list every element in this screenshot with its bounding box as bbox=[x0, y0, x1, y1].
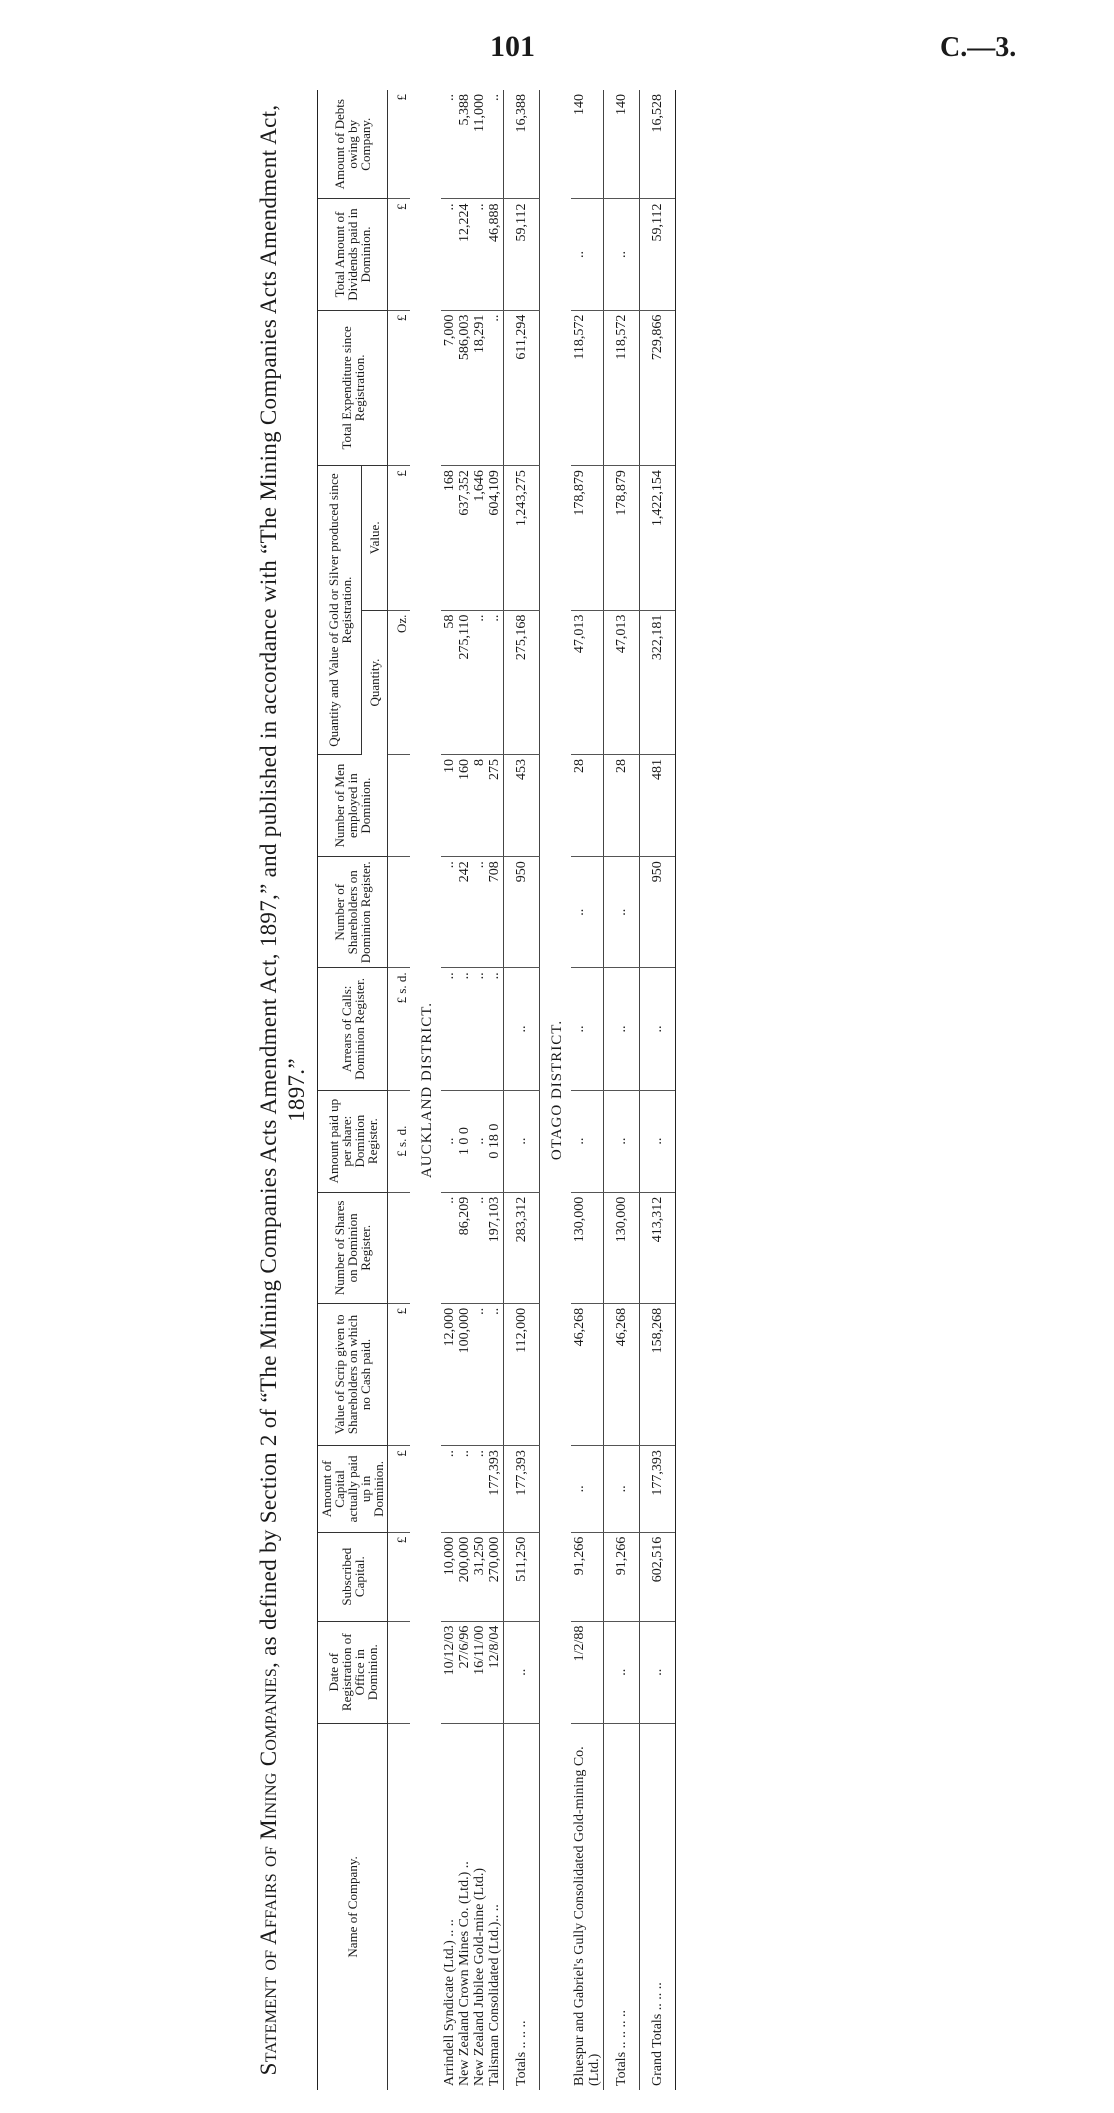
totals-expenditure: 611,294 bbox=[504, 310, 540, 466]
header-arrears: Arrears of Calls: Dominion Register. bbox=[318, 968, 388, 1090]
header-paid-up: Amount of Capital actually paid up in Dominion. bbox=[318, 1446, 388, 1533]
unit-amount-paid: £ s. d. bbox=[388, 1090, 411, 1192]
auckland-dividends: .. 12,224 .. 46,888 bbox=[441, 199, 504, 310]
auckland-arrears: .. .. .. .. bbox=[441, 968, 504, 1090]
unit-debts: £ bbox=[388, 90, 411, 199]
totals-expenditure: 118,572 bbox=[604, 310, 640, 466]
grand-totals-quantity: 322,181 bbox=[640, 610, 676, 754]
unit-expenditure: £ bbox=[388, 310, 411, 466]
grand-totals-date: .. bbox=[640, 1621, 676, 1723]
unit-paid-up: £ bbox=[388, 1446, 411, 1533]
totals-paid-up: .. bbox=[604, 1446, 640, 1533]
header-amount-paid: Amount paid up per share: Dominion Register. bbox=[318, 1090, 388, 1192]
totals-shareholders: .. bbox=[604, 857, 640, 968]
title-statement: Statement of Affairs of Mining Companies, bbox=[256, 1661, 281, 2076]
mining-companies-table bbox=[317, 90, 676, 2090]
auckland-scrip: 12,000 100,000 .. .. bbox=[441, 1303, 504, 1445]
totals-dividends: 59,112 bbox=[504, 199, 540, 310]
rotated-statement-page bbox=[255, 90, 1114, 2090]
table-row bbox=[441, 90, 504, 2090]
auckland-paid-up: .. .. .. 177,393 bbox=[441, 1446, 504, 1533]
unit-dividends: £ bbox=[388, 199, 411, 310]
totals-dividends: .. bbox=[604, 199, 640, 310]
grand-totals-shareholders: 950 bbox=[640, 857, 676, 968]
totals-men: 453 bbox=[504, 755, 540, 857]
totals-label: Totals .. .. .. .. bbox=[604, 1723, 640, 2090]
unit-subscribed: £ bbox=[388, 1532, 411, 1621]
totals-arrears: .. bbox=[504, 968, 540, 1090]
header-quantity: Quantity. bbox=[362, 610, 388, 754]
units-row bbox=[388, 90, 411, 2090]
otago-quantity: 47,013 bbox=[571, 610, 604, 754]
header-shareholders: Number of Shareholders on Dominion Register. bbox=[318, 857, 388, 968]
totals-date: .. bbox=[504, 1621, 540, 1723]
totals-debts: 140 bbox=[604, 90, 640, 199]
auckland-shares: .. 86,209 .. 197,103 bbox=[441, 1192, 504, 1303]
otago-amount-paid: .. bbox=[571, 1090, 604, 1192]
grand-totals-scrip: 158,268 bbox=[640, 1303, 676, 1445]
grand-totals-value: 1,422,154 bbox=[640, 466, 676, 610]
header-debts: Amount of Debts owing by Company. bbox=[318, 90, 388, 199]
totals-quantity: 47,013 bbox=[604, 610, 640, 754]
header-gold-group: Quantity and Value of Gold or Silver produced since Registration. bbox=[318, 466, 362, 755]
otago-men: 28 bbox=[571, 755, 604, 857]
totals-arrears: .. bbox=[604, 968, 640, 1090]
auckland-label: AUCKLAND DISTRICT. bbox=[419, 1001, 435, 1179]
auckland-men: 10 160 8 275 bbox=[441, 755, 504, 857]
totals-men: 28 bbox=[604, 755, 640, 857]
grand-totals-row bbox=[640, 90, 676, 2090]
totals-value: 1,243,275 bbox=[504, 466, 540, 610]
totals-date: .. bbox=[604, 1621, 640, 1723]
totals-paid-up: 177,393 bbox=[504, 1446, 540, 1533]
header-name: Name of Company. bbox=[318, 1723, 388, 2090]
auckland-dates: 10/12/03 27/6/96 16/11/00 12/8/04 bbox=[441, 1621, 504, 1723]
otago-date: 1/2/88 bbox=[571, 1621, 604, 1723]
auckland-expenditure: 7,000 586,003 18,291 .. bbox=[441, 310, 504, 466]
grand-totals-arrears: .. bbox=[640, 968, 676, 1090]
grand-totals-subscribed: 602,516 bbox=[640, 1532, 676, 1621]
header-row bbox=[318, 90, 362, 2090]
header-dividends: Total Amount of Dividends paid in Dominion. bbox=[318, 199, 388, 310]
auckland-shareholders: .. 242 .. 708 bbox=[441, 857, 504, 968]
totals-shareholders: 950 bbox=[504, 857, 540, 968]
auckland-amount-paid: .. 1 0 0 .. 0 18 0 bbox=[441, 1090, 504, 1192]
totals-subscribed: 511,250 bbox=[504, 1532, 540, 1621]
statement-title bbox=[255, 90, 311, 2090]
document-reference: C.—3. bbox=[940, 32, 1017, 63]
otago-debts: 140 bbox=[571, 90, 604, 199]
header-value: Value. bbox=[362, 466, 388, 610]
otago-expenditure: 118,572 bbox=[571, 310, 604, 466]
totals-amount-paid: .. bbox=[604, 1090, 640, 1192]
page-number: 101 bbox=[490, 30, 535, 63]
totals-label: Totals .. .. .. bbox=[504, 1723, 540, 2090]
unit-arrears: £ s. d. bbox=[388, 968, 411, 1090]
header-men: Number of Men employed in Dominion. bbox=[318, 755, 388, 857]
auckland-totals-row bbox=[504, 90, 540, 2090]
unit-scrip: £ bbox=[388, 1303, 411, 1445]
totals-value: 178,879 bbox=[604, 466, 640, 610]
otago-shareholders: .. bbox=[571, 857, 604, 968]
auckland-quantity: 58 275,110 .. .. bbox=[441, 610, 504, 754]
otago-scrip: 46,268 bbox=[571, 1303, 604, 1445]
district-heading-auckland bbox=[410, 90, 441, 2090]
grand-totals-dividends: 59,112 bbox=[640, 199, 676, 310]
grand-totals-expenditure: 729,866 bbox=[640, 310, 676, 466]
totals-scrip: 112,000 bbox=[504, 1303, 540, 1445]
auckland-debts: .. 5,388 11,000 .. bbox=[441, 90, 504, 199]
totals-shares: 130,000 bbox=[604, 1192, 640, 1303]
otago-subscribed: 91,266 bbox=[571, 1532, 604, 1621]
otago-shares: 130,000 bbox=[571, 1192, 604, 1303]
header-subscribed: Subscribed Capital. bbox=[318, 1532, 388, 1621]
grand-totals-paid-up: 177,393 bbox=[640, 1446, 676, 1533]
auckland-value: 168 637,352 1,646 604,109 bbox=[441, 466, 504, 610]
unit-value: £ bbox=[388, 466, 411, 610]
otago-label: OTAGO DISTRICT. bbox=[540, 90, 572, 2090]
totals-shares: 283,312 bbox=[504, 1192, 540, 1303]
grand-totals-shares: 413,312 bbox=[640, 1192, 676, 1303]
grand-totals-men: 481 bbox=[640, 755, 676, 857]
unit-quantity: Oz. bbox=[388, 610, 411, 754]
header-shares: Number of Shares on Dominion Register. bbox=[318, 1192, 388, 1303]
auckland-company-names: Arrindell Syndicate (Ltd.) .. .. New Zealand Crown Mines Co. (Ltd.) .. New Zealand Jubilee Gold-mine (Ltd.) Talisman Consolidated (Ltd.).. .. bbox=[442, 1861, 502, 2086]
header-expenditure: Total Expenditure since Registration. bbox=[318, 310, 388, 466]
title-rest: as defined by Section 2 of “The Mining Companies Acts Amendment Act, 1897,” and published in accordance with “The Mining Companies Acts Amendment Act, 1897.” bbox=[256, 104, 309, 1662]
totals-quantity: 275,168 bbox=[504, 610, 540, 754]
header-scrip: Value of Scrip given to Shareholders on which no Cash paid. bbox=[318, 1303, 388, 1445]
grand-totals-label: Grand Totals .. .. .. bbox=[640, 1723, 676, 2090]
table-row bbox=[571, 90, 604, 2090]
otago-paid-up: .. bbox=[571, 1446, 604, 1533]
totals-subscribed: 91,266 bbox=[604, 1532, 640, 1621]
grand-totals-amount-paid: .. bbox=[640, 1090, 676, 1192]
auckland-subscribed: 10,000 200,000 31,250 270,000 bbox=[441, 1532, 504, 1621]
totals-amount-paid: .. bbox=[504, 1090, 540, 1192]
otago-value: 178,879 bbox=[571, 466, 604, 610]
grand-totals-debts: 16,528 bbox=[640, 90, 676, 199]
otago-dividends: .. bbox=[571, 199, 604, 310]
otago-arrears: .. bbox=[571, 968, 604, 1090]
otago-company-name: Bluespur and Gabriel's Gully Consolidated Gold-mining Co. (Ltd.) bbox=[572, 1746, 602, 2086]
totals-scrip: 46,268 bbox=[604, 1303, 640, 1445]
totals-debts: 16,388 bbox=[504, 90, 540, 199]
header-date: Date of Registration of Office in Dominion. bbox=[318, 1621, 388, 1723]
district-heading-otago bbox=[540, 90, 572, 2090]
otago-totals-row bbox=[604, 90, 640, 2090]
